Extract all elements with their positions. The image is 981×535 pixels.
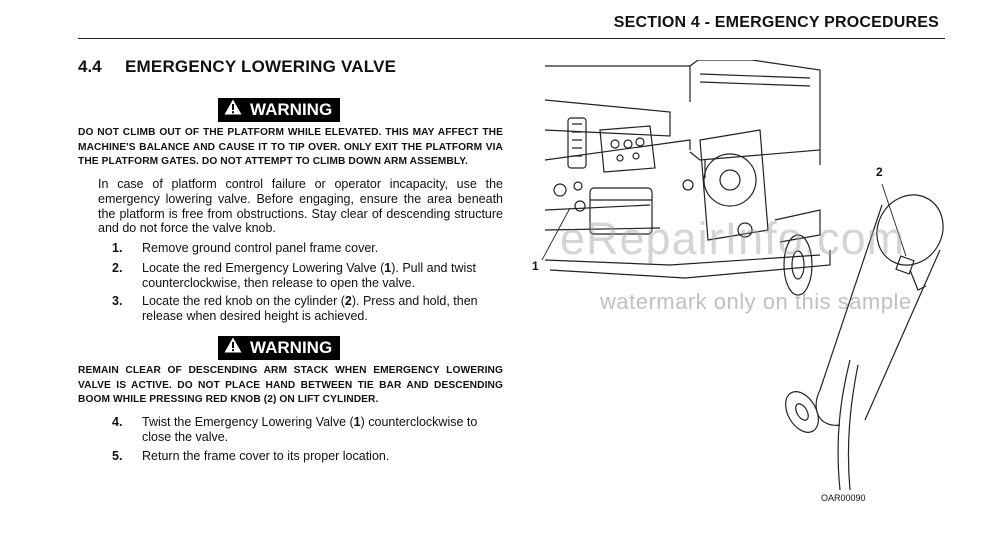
- step-text: [142, 415, 507, 445]
- step-text: Return the frame cover to its proper location.: [142, 449, 390, 463]
- step-text-before: Locate the red Emergency Lowering Valve (: [142, 261, 385, 275]
- step-text: [142, 294, 507, 324]
- lift-mechanism-diagram: [520, 60, 980, 500]
- step-number: 3.: [112, 294, 123, 308]
- section-title: EMERGENCY LOWERING VALVE: [125, 57, 397, 76]
- step-5: [112, 449, 507, 464]
- header-rule: [78, 38, 945, 39]
- step-number: 2.: [112, 261, 123, 275]
- step-ref: 1: [353, 415, 361, 429]
- warning-triangle-icon: [224, 98, 242, 122]
- step-number: 5.: [112, 449, 123, 463]
- warning-triangle-icon: [224, 336, 242, 360]
- step-1: [112, 241, 507, 256]
- step-ref: 2: [344, 294, 352, 308]
- warning-text-2: REMAIN CLEAR OF DESCENDING ARM STACK WHEN EMERGENCY LOWERING VALVE IS ACTIVE. DO NOT PLACE HAND BETWEEN TIE BAR AND DESCENDING BOOM WHILE PRESSING RED KNOB (2) ON LIFT CYLINDER.: [78, 365, 503, 405]
- step-text-after: ). Press and hold, then release when desired height is achieved.: [142, 294, 478, 323]
- step-text: Remove ground control panel frame cover.: [142, 241, 379, 255]
- section-header-title: SECTION 4 - EMERGENCY PROCEDURES: [613, 14, 939, 31]
- step-number: 1.: [112, 241, 123, 255]
- intro-paragraph: In case of platform control failure or operator incapacity, use the emergency lowering valve. Before engaging, ensure the area beneath the platform is free from obstructions. Stay clear of descending structure and do not force the valve knob.: [98, 177, 503, 236]
- step-text-before: Locate the red knob on the cylinder (: [142, 294, 345, 308]
- step-text: [142, 261, 507, 291]
- step-number: 4.: [112, 415, 123, 429]
- watermark-note: watermark only on this sample: [600, 289, 912, 314]
- figure-code: OAR00090: [821, 493, 866, 503]
- warning-label-2: WARNING: [250, 338, 333, 357]
- warning-banner-1: [218, 98, 340, 122]
- watermark-brand: eRepairInfo.com: [560, 213, 906, 264]
- callout-2-label: 2: [876, 165, 883, 179]
- step-2: [112, 261, 507, 291]
- warning-text-1: DO NOT CLIMB OUT OF THE PLATFORM WHILE ELEVATED. THIS MAY AFFECT THE MACHINE'S BALANCE AND CAUSE IT TO TIP OVER. ONLY EXIT THE PLATFORM VIA THE PLATFORM GATES. DO NOT ATTEMPT TO CLIMB DOWN ARM ASSEMBLY.: [78, 127, 503, 167]
- step-text-after: ). Pull and twist counterclockwise, then release to open the valve.: [142, 261, 476, 290]
- callout-1-label: 1: [532, 259, 539, 273]
- step-text-after: ) counterclockwise to close the valve.: [142, 415, 478, 444]
- section-number: 4.4: [78, 57, 102, 76]
- step-4: [112, 415, 507, 445]
- step-3: [112, 294, 507, 324]
- warning-banner-2: [218, 336, 340, 360]
- step-ref: 1: [384, 261, 392, 275]
- step-text-before: Twist the Emergency Lowering Valve (: [142, 415, 354, 429]
- warning-label-1: WARNING: [250, 100, 333, 119]
